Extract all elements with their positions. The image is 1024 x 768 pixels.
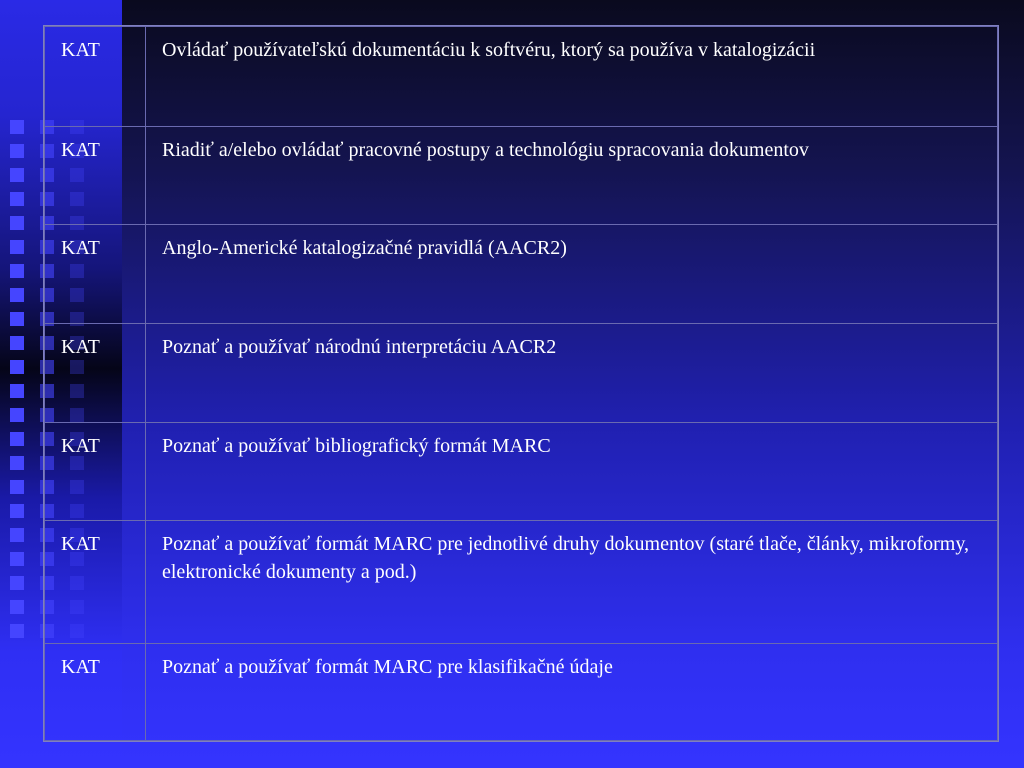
row-code: KAT (45, 127, 146, 225)
table-row (45, 644, 998, 741)
row-code: KAT (45, 27, 146, 127)
row-text: Poznať a používať bibliografický formát MARC (146, 423, 998, 521)
row-code: KAT (45, 324, 146, 423)
row-text: Ovládať používateľskú dokumentáciu k softvéru, ktorý sa používa v katalogizácii (146, 27, 998, 127)
row-text: Anglo-Americké katalogizačné pravidlá (AACR2) (146, 225, 998, 324)
row-code: KAT (45, 521, 146, 644)
table-row (45, 423, 998, 521)
row-text: Poznať a používať národnú interpretáciu AACR2 (146, 324, 998, 423)
table-row (45, 127, 998, 225)
table-row (45, 324, 998, 423)
row-text: Poznať a používať formát MARC pre jednotlivé druhy dokumentov (staré tlače, články, mikroformy, elektronické dokumenty a pod.) (146, 521, 998, 644)
row-text: Poznať a používať formát MARC pre klasifikačné údaje (146, 644, 998, 741)
decorative-squares (10, 120, 24, 640)
table-row (45, 27, 998, 127)
row-text: Riadiť a/elebo ovládať pracovné postupy a technológiu spracovania dokumentov (146, 127, 998, 225)
row-code: KAT (45, 644, 146, 741)
row-code: KAT (45, 225, 146, 324)
competency-table (43, 25, 999, 742)
table-row (45, 225, 998, 324)
table-row (45, 521, 998, 644)
row-code: KAT (45, 423, 146, 521)
